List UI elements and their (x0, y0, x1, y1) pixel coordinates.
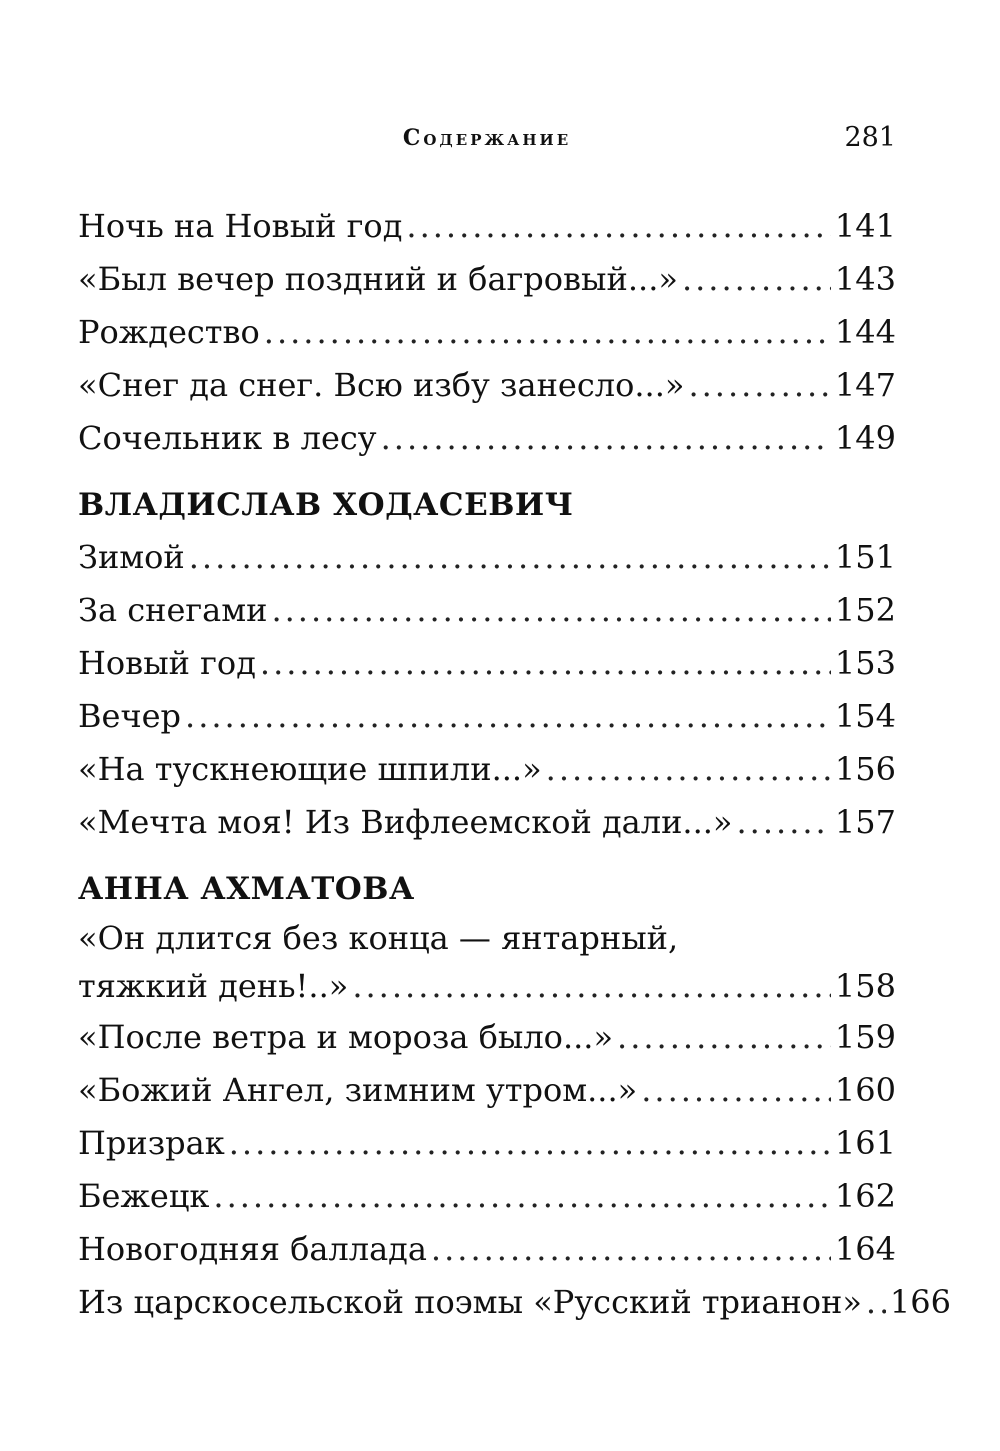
dot-leader (264, 306, 831, 359)
dot-leader (641, 1064, 831, 1117)
entry-page-number: 147 (834, 366, 896, 404)
toc-entry[interactable] (78, 531, 896, 584)
author-heading: АННА АХМАТОВА (78, 871, 415, 907)
toc-entry[interactable] (78, 359, 896, 412)
toc-entry[interactable] (78, 1170, 896, 1223)
dot-leader (229, 1117, 831, 1170)
entry-page-number: 153 (834, 644, 896, 682)
toc-entry[interactable] (78, 412, 896, 465)
dot-leader (688, 359, 830, 412)
entry-page-number: 161 (834, 1124, 896, 1162)
dot-leader (737, 796, 831, 849)
toc-section-khodasevich (78, 485, 896, 849)
toc-section-akhmatova (78, 869, 951, 1329)
entry-page-number: 162 (834, 1177, 896, 1215)
dot-leader (352, 961, 831, 1011)
entry-title: Из царскосельской поэмы «Русский трианон» (78, 1283, 862, 1321)
entry-title: «Мечта моя! Из Вифлеемской дали...» (78, 803, 733, 841)
toc-entry[interactable] (78, 584, 896, 637)
toc-entry[interactable] (78, 743, 896, 796)
toc-entry[interactable] (78, 915, 896, 1011)
dot-leader (431, 1223, 831, 1276)
dot-leader (866, 1276, 886, 1329)
page-number: 281 (844, 122, 896, 153)
entry-title: За снегами (78, 591, 268, 629)
entry-page-number: 152 (834, 591, 896, 629)
dot-leader (260, 637, 831, 690)
entry-page-number: 143 (834, 260, 896, 298)
toc-entry[interactable] (78, 200, 896, 253)
entry-title: Бежецк (78, 1177, 210, 1215)
toc-section-continued (78, 200, 896, 465)
entry-title: Рождество (78, 313, 260, 351)
entry-page-number: 157 (834, 803, 896, 841)
entry-page-number: 160 (834, 1071, 896, 1109)
entry-last-line (78, 961, 896, 1011)
entry-title: «После ветра и мороза было...» (78, 1018, 614, 1056)
entry-title: «Божий Ангел, зимним утром...» (78, 1071, 638, 1109)
entry-page-number: 159 (834, 1018, 896, 1056)
entry-page-number: 166 (889, 1283, 951, 1321)
dot-leader (546, 743, 831, 796)
toc-entry[interactable] (78, 1011, 896, 1064)
page-title: Содержание (402, 125, 572, 151)
entry-page-number: 156 (834, 750, 896, 788)
toc-entry[interactable] (78, 1276, 951, 1329)
dot-leader (381, 412, 831, 465)
entry-title-line-1: «Он длится без конца — янтарный, (78, 919, 679, 957)
dot-leader (189, 531, 831, 584)
entry-page-number: 164 (834, 1230, 896, 1268)
entry-title: Вечер (78, 697, 182, 735)
dot-leader (213, 1170, 831, 1223)
dot-leader (682, 253, 831, 306)
entry-page-number: 151 (834, 538, 896, 576)
entry-page-number: 149 (834, 419, 896, 457)
dot-leader (617, 1011, 831, 1064)
dot-leader (406, 200, 831, 253)
toc-entry[interactable] (78, 1117, 896, 1170)
running-head (78, 118, 896, 158)
dot-leader (185, 690, 831, 743)
entry-title: Новогодняя баллада (78, 1230, 427, 1268)
toc-entry[interactable] (78, 306, 896, 359)
toc-entry[interactable] (78, 690, 896, 743)
entry-title: Новый год (78, 644, 256, 682)
entry-page-number: 154 (834, 697, 896, 735)
entry-title: Ночь на Новый год (78, 207, 403, 245)
toc-entry[interactable] (78, 796, 896, 849)
entry-page-number: 144 (834, 313, 896, 351)
entry-title: Сочельник в лесу (78, 419, 377, 457)
entry-title: «На тускнеющие шпили...» (78, 750, 542, 788)
toc-entry[interactable] (78, 1064, 896, 1117)
toc-entry[interactable] (78, 253, 896, 306)
author-heading: ВЛАДИСЛАВ ХОДАСЕВИЧ (78, 487, 574, 523)
toc-entry[interactable] (78, 637, 896, 690)
entry-title: «Был вечер поздний и багровый...» (78, 260, 678, 298)
entry-title-line-2: тяжкий день!..» (78, 967, 349, 1005)
entry-title: Призрак (78, 1124, 225, 1162)
toc-entry[interactable] (78, 1223, 896, 1276)
entry-page-number: 141 (834, 207, 896, 245)
table-of-contents (78, 200, 951, 1329)
dot-leader (271, 584, 830, 637)
entry-title: Зимой (78, 538, 185, 576)
entry-page-number: 158 (834, 967, 896, 1005)
entry-title: «Снег да снег. Всю избу занесло...» (78, 366, 685, 404)
